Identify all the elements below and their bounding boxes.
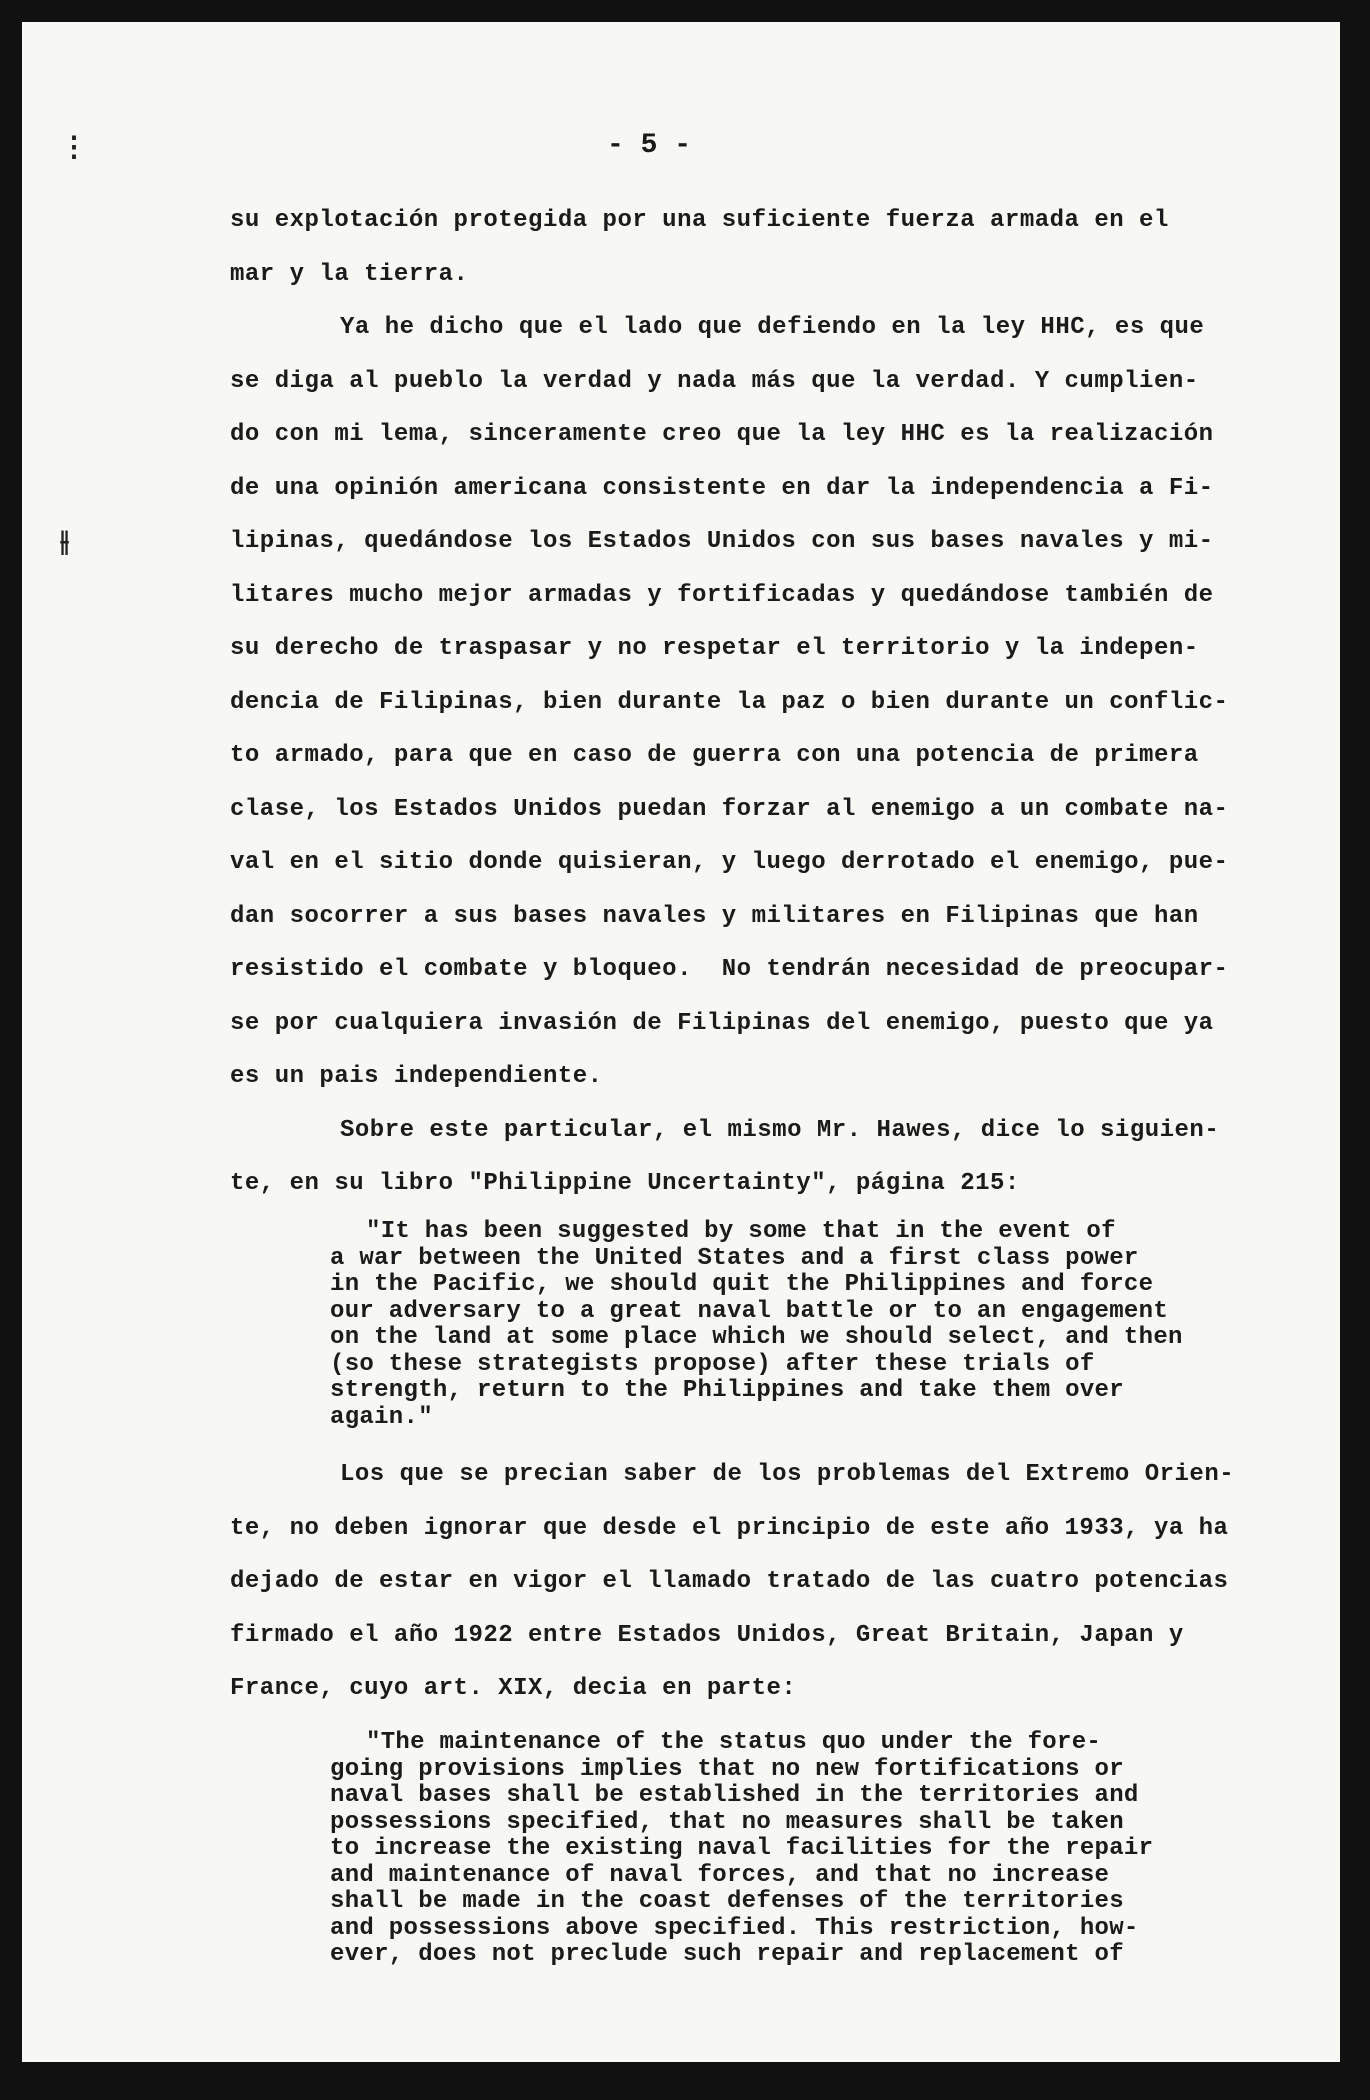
text-line: se por cualquiera invasión de Filipinas del enemigo, puesto que ya	[230, 1009, 1214, 1037]
text-line: de una opinión americana consistente en dar la independencia a Fi-	[230, 474, 1214, 502]
text-line: dejado de estar en vigor el llamado tratado de las cuatro potencias	[230, 1568, 1229, 1595]
quote-line: (so these strategists propose) after these trials of	[330, 1350, 1095, 1378]
quote-line: naval bases shall be established in the territories and	[330, 1782, 1139, 1809]
text-line: te, no deben ignorar que desde el principio de este año 1933, ya ha	[230, 1514, 1229, 1542]
quote-line: in the Pacific, we should quit the Philippines and force	[330, 1271, 1154, 1298]
quote-line: "The maintenance of the status quo under the fore-	[366, 1729, 1102, 1756]
body-text	[230, 194, 1300, 1211]
quote-line: ever, does not preclude such repair and replacement of	[330, 1941, 1124, 1968]
text-line: Ya he dicho que el lado que defiendo en la ley HHC, es que	[340, 314, 1205, 341]
text-line: to armado, para que en caso de guerra con una potencia de primera	[230, 742, 1199, 769]
block-quote-treaty	[330, 1730, 1230, 1969]
quote-line: to increase the existing naval facilities for the repair	[330, 1835, 1154, 1862]
margin-punch-mark: ⋮	[60, 134, 88, 165]
text-line: litares mucho mejor armadas y fortificadas y quedándose también de	[230, 581, 1214, 609]
text-line: clase, los Estados Unidos puedan forzar al enemigo a un combate na-	[230, 795, 1229, 823]
margin-pin-mark: ⫲	[60, 528, 70, 559]
quote-line: possessions specified, that no measures shall be taken	[330, 1808, 1124, 1836]
quote-line: shall be made in the coast defenses of the territories	[330, 1888, 1124, 1915]
body-text-2	[230, 1448, 1300, 1716]
text-line: France, cuyo art. XIX, decia en parte:	[230, 1675, 797, 1702]
text-line: es un pais independiente.	[230, 1063, 603, 1090]
quote-line: a war between the United States and a first class power	[330, 1244, 1139, 1272]
quote-line: strength, return to the Philippines and take them over	[330, 1377, 1124, 1404]
text-line: firmado el año 1922 entre Estados Unidos, Great Britain, Japan y	[230, 1621, 1184, 1649]
text-line: su derecho de traspasar y no respetar el territorio y la indepen-	[230, 635, 1199, 662]
text-line: mar y la tierra.	[230, 260, 469, 288]
text-line: resistido el combate y bloqueo. No tendrán necesidad de preocupar-	[230, 956, 1229, 983]
text-line: Los que se precian saber de los problemas del Extremo Orien-	[340, 1461, 1235, 1488]
quote-line: on the land at some place which we should select, and then	[330, 1324, 1183, 1351]
quote-line: our adversary to a great naval battle or to an engagement	[330, 1297, 1169, 1325]
text-line: te, en su libro "Philippine Uncertainty", página 215:	[230, 1170, 1020, 1197]
block-quote-hawes	[330, 1219, 1230, 1431]
text-line: do con mi lema, sinceramente creo que la ley HHC es la realización	[230, 421, 1214, 448]
text-line: lipinas, quedándose los Estados Unidos con sus bases navales y mi-	[230, 528, 1214, 555]
quote-line: "It has been suggested by some that in the event of	[366, 1218, 1116, 1245]
text-line: dan socorrer a sus bases navales y militares en Filipinas que han	[230, 902, 1199, 930]
text-line: val en el sitio donde quisieran, y luego derrotado el enemigo, pue-	[230, 849, 1229, 876]
document-page	[22, 22, 1340, 2062]
quote-line: going provisions implies that no new fortifications or	[330, 1755, 1124, 1783]
page-number: - 5 -	[606, 130, 691, 161]
quote-line: again."	[330, 1403, 433, 1431]
text-line: su explotación protegida por una suficiente fuerza armada en el	[230, 207, 1169, 234]
quote-line: and maintenance of naval forces, and that no increase	[330, 1861, 1110, 1889]
text-line: Sobre este particular, el mismo Mr. Hawes, dice lo siguien-	[340, 1116, 1220, 1144]
text-line: se diga al pueblo la verdad y nada más que la verdad. Y cumplien-	[230, 367, 1199, 395]
quote-line: and possessions above specified. This restriction, how-	[330, 1914, 1139, 1942]
text-line: dencia de Filipinas, bien durante la paz o bien durante un conflic-	[230, 688, 1229, 716]
